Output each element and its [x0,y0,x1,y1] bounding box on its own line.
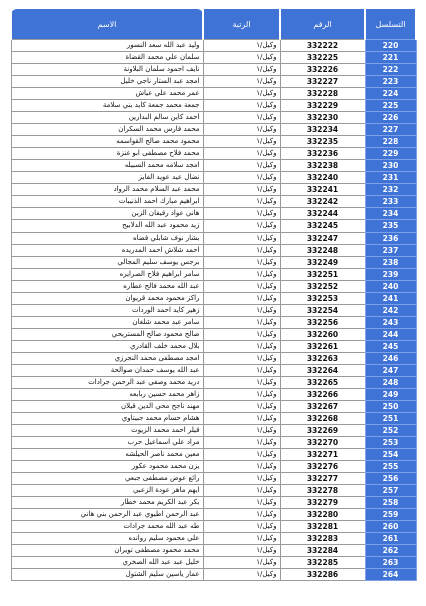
id-cell: 332226 [280,64,365,76]
serial-cell: 220 [365,40,416,52]
name-cell: احمد كاين سالم البدارين [11,112,203,124]
table-row [11,280,416,292]
serial-cell: 251 [365,412,416,424]
serial-cell: 235 [365,220,416,232]
rank-cell: وكيل/١ [203,485,280,497]
serial-cell: 237 [365,244,416,256]
rank-cell: وكيل/١ [203,340,280,352]
rank-cell: وكيل/١ [203,256,280,268]
id-cell: 332227 [280,76,365,88]
serial-cell: 249 [365,388,416,400]
id-cell: 332252 [280,280,365,292]
serial-cell: 236 [365,232,416,244]
id-cell: 332254 [280,304,365,316]
rank-cell: وكيل/١ [203,364,280,376]
id-cell: 332276 [280,461,365,473]
table-row [11,232,416,244]
serial-cell: 259 [365,509,416,521]
table-row [11,136,416,148]
id-cell: 332278 [280,485,365,497]
rank-cell: وكيل/١ [203,208,280,220]
header-name: الاسم [11,9,203,40]
id-cell: 332229 [280,100,365,112]
id-cell: 332230 [280,112,365,124]
id-cell: 332234 [280,124,365,136]
table-body [11,40,416,581]
id-cell: 332261 [280,340,365,352]
personnel-table [10,9,417,581]
serial-cell: 256 [365,473,416,485]
id-cell: 332247 [280,232,365,244]
table-row [11,328,416,340]
rank-cell: وكيل/١ [203,292,280,304]
id-cell: 332266 [280,388,365,400]
id-cell: 332260 [280,328,365,340]
id-cell: 332240 [280,172,365,184]
serial-cell: 227 [365,124,416,136]
name-cell: بشار نوف شابلي قضاه [11,232,203,244]
id-cell: 332269 [280,425,365,437]
table-row [11,184,416,196]
serial-cell: 228 [365,136,416,148]
id-cell: 332284 [280,545,365,557]
serial-cell: 234 [365,208,416,220]
name-cell: عمار ياسين سليم الشتول [11,569,203,581]
name-cell: رائع عوض مصطفى جبعي [11,473,203,485]
table-row [11,292,416,304]
serial-cell: 243 [365,316,416,328]
rank-cell: وكيل/١ [203,533,280,545]
name-cell: وليد عبد الله سعد النسور [11,40,203,52]
name-cell: قيلر احمد محمد الزيوت [11,425,203,437]
rank-cell: وكيل/١ [203,400,280,412]
rank-cell: وكيل/١ [203,148,280,160]
table-row [11,52,416,64]
id-cell: 332277 [280,473,365,485]
rank-cell: وكيل/١ [203,328,280,340]
table-row [11,148,416,160]
table-row [11,40,416,52]
rank-cell: وكيل/١ [203,112,280,124]
serial-cell: 225 [365,100,416,112]
name-cell: برجس يوسف سليم المجالي [11,256,203,268]
id-cell: 332285 [280,557,365,569]
id-cell: 332286 [280,569,365,581]
table-row [11,316,416,328]
serial-cell: 239 [365,268,416,280]
table-row [11,521,416,533]
name-cell: دريد محمد وصفي عبد الرحمن جرادات [11,376,203,388]
rank-cell: وكيل/١ [203,545,280,557]
table-row [11,557,416,569]
rank-cell: وكيل/١ [203,509,280,521]
table-row [11,425,416,437]
id-cell: 332236 [280,148,365,160]
name-cell: احمد شلاش احمد المدريده [11,244,203,256]
table-row [11,497,416,509]
rank-cell: وكيل/١ [203,40,280,52]
name-cell: زاهر محمد حسين ربابعه [11,388,203,400]
serial-cell: 247 [365,364,416,376]
rank-cell: وكيل/١ [203,268,280,280]
table-row [11,533,416,545]
table-row [11,244,416,256]
table-row [11,461,416,473]
name-cell: محمد فارس محمد السكران [11,124,203,136]
serial-cell: 231 [365,172,416,184]
id-cell: 332241 [280,184,365,196]
id-cell: 332242 [280,196,365,208]
serial-cell: 248 [365,376,416,388]
serial-cell: 264 [365,569,416,581]
table-row [11,509,416,521]
name-cell: نايف احمود سلمان البلاونة [11,64,203,76]
table-row [11,352,416,364]
table-row [11,340,416,352]
serial-cell: 230 [365,160,416,172]
table-row [11,376,416,388]
id-cell: 332280 [280,509,365,521]
rank-cell: وكيل/١ [203,136,280,148]
rank-cell: وكيل/١ [203,64,280,76]
serial-cell: 221 [365,52,416,64]
name-cell: علي محمود سليم روانده [11,533,203,545]
rank-cell: وكيل/١ [203,449,280,461]
serial-cell: 258 [365,497,416,509]
name-cell: امجد سلامه محمد السبيله [11,160,203,172]
table-header-row [11,9,416,40]
serial-cell: 241 [365,292,416,304]
rank-cell: وكيل/١ [203,100,280,112]
id-cell: 332222 [280,40,365,52]
name-cell: ابراهيم مبارك احمد الذنيبات [11,196,203,208]
name-cell: خليل عبد عبد الله الصخري [11,557,203,569]
id-cell: 332265 [280,376,365,388]
table-row [11,88,416,100]
rank-cell: وكيل/١ [203,76,280,88]
rank-cell: وكيل/١ [203,52,280,64]
name-cell: بكر عبد الكريم محمد خطار [11,497,203,509]
serial-cell: 254 [365,449,416,461]
name-cell: زيد محمود عبد الله الدلابيح [11,220,203,232]
id-cell: 332249 [280,256,365,268]
rank-cell: وكيل/١ [203,521,280,533]
id-cell: 332270 [280,437,365,449]
table-row [11,304,416,316]
table-row [11,64,416,76]
table-row [11,160,416,172]
serial-cell: 223 [365,76,416,88]
serial-cell: 255 [365,461,416,473]
id-cell: 332225 [280,52,365,64]
rank-cell: وكيل/١ [203,244,280,256]
serial-cell: 246 [365,352,416,364]
rank-cell: وكيل/١ [203,232,280,244]
rank-cell: وكيل/١ [203,184,280,196]
header-id: الرقم [280,9,365,40]
table-row [11,208,416,220]
name-cell: سامر عبد محمد شلغان [11,316,203,328]
table-row [11,100,416,112]
rank-cell: وكيل/١ [203,473,280,485]
rank-cell: وكيل/١ [203,388,280,400]
id-cell: 332281 [280,521,365,533]
rank-cell: وكيل/١ [203,88,280,100]
table-row [11,400,416,412]
serial-cell: 244 [365,328,416,340]
name-cell: سامر ابراهيم فلاح الصرايره [11,268,203,280]
table-row [11,485,416,497]
name-cell: محمد محمود مصطفى تويران [11,545,203,557]
rank-cell: وكيل/١ [203,124,280,136]
serial-cell: 229 [365,148,416,160]
serial-cell: 253 [365,437,416,449]
name-cell: عمر محمد علي عياش [11,88,203,100]
serial-cell: 238 [365,256,416,268]
name-cell: مهند ناجح محي الدين قيلان [11,400,203,412]
name-cell: صالح محمود صالح المستريحي [11,328,203,340]
id-cell: 332264 [280,364,365,376]
id-cell: 332253 [280,292,365,304]
serial-cell: 240 [365,280,416,292]
id-cell: 332245 [280,220,365,232]
rank-cell: وكيل/١ [203,280,280,292]
id-cell: 332244 [280,208,365,220]
header-rank: الرتبة [203,9,280,40]
rank-cell: وكيل/١ [203,316,280,328]
table-row [11,220,416,232]
id-cell: 332238 [280,160,365,172]
id-cell: 332271 [280,449,365,461]
id-cell: 332283 [280,533,365,545]
name-cell: عبد الله يوسف حمدان صوالحة [11,364,203,376]
rank-cell: وكيل/١ [203,304,280,316]
name-cell: عبد الرحمن اطيوي عبد الرحمن بني هاني [11,509,203,521]
name-cell: سلمان علي محمد القضاة [11,52,203,64]
rank-cell: وكيل/١ [203,160,280,172]
name-cell: مراد علي اسماعيل حرب [11,437,203,449]
name-cell: نضال عيد عويد الفايز [11,172,203,184]
table-row [11,412,416,424]
serial-cell: 226 [365,112,416,124]
rank-cell: وكيل/١ [203,352,280,364]
rank-cell: وكيل/١ [203,497,280,509]
rank-cell: وكيل/١ [203,196,280,208]
serial-cell: 257 [365,485,416,497]
serial-cell: 261 [365,533,416,545]
id-cell: 332235 [280,136,365,148]
rank-cell: وكيل/١ [203,376,280,388]
name-cell: راكز محمود محمد قريوان [11,292,203,304]
id-cell: 332268 [280,412,365,424]
serial-cell: 222 [365,64,416,76]
name-cell: هاني عواد رفيفان الزبن [11,208,203,220]
name-cell: محمد فلاح مصطفى ابو غنزة [11,148,203,160]
table-row [11,449,416,461]
document-page [10,9,415,581]
name-cell: معين محمد ناصر الحيلشه [11,449,203,461]
table-row [11,437,416,449]
name-cell: طه عبد الله محمد جرادات [11,521,203,533]
table-row [11,545,416,557]
rank-cell: وكيل/١ [203,437,280,449]
rank-cell: وكيل/١ [203,220,280,232]
id-cell: 332279 [280,497,365,509]
table-row [11,473,416,485]
table-row [11,256,416,268]
serial-cell: 250 [365,400,416,412]
name-cell: يزن محمد محمود عكور [11,461,203,473]
rank-cell: وكيل/١ [203,425,280,437]
rank-cell: وكيل/١ [203,172,280,184]
name-cell: جمعة محمد جمعة كايد بني سلامة [11,100,203,112]
table-row [11,76,416,88]
name-cell: عبد الله محمد فالح عطاره [11,280,203,292]
name-cell: زهير كايد احمد الوردات [11,304,203,316]
serial-cell: 242 [365,304,416,316]
name-cell: محمود محمد صالح القواسمه [11,136,203,148]
name-cell: هشام حسام محمد جبيتاوي [11,412,203,424]
id-cell: 332251 [280,268,365,280]
rank-cell: وكيل/١ [203,557,280,569]
id-cell: 332248 [280,244,365,256]
serial-cell: 233 [365,196,416,208]
name-cell: امجد مصطفى محمد النجرزي [11,352,203,364]
serial-cell: 252 [365,425,416,437]
rank-cell: وكيل/١ [203,412,280,424]
serial-cell: 260 [365,521,416,533]
table-row [11,388,416,400]
name-cell: بلال محمد خلف القادري [11,340,203,352]
rank-cell: وكيل/١ [203,461,280,473]
serial-cell: 262 [365,545,416,557]
table-row [11,268,416,280]
serial-cell: 245 [365,340,416,352]
id-cell: 332228 [280,88,365,100]
table-row [11,172,416,184]
header-serial: التسلسل [365,9,416,40]
table-row [11,196,416,208]
id-cell: 332267 [280,400,365,412]
table-row [11,124,416,136]
table-row [11,569,416,581]
name-cell: ايهم ماهر عودة الزعبي [11,485,203,497]
serial-cell: 224 [365,88,416,100]
id-cell: 332263 [280,352,365,364]
name-cell: محمد عبد السلام محمد الرواد [11,184,203,196]
serial-cell: 232 [365,184,416,196]
table-row [11,112,416,124]
name-cell: امجد عبد الستار ناجي خليل [11,76,203,88]
table-row [11,364,416,376]
id-cell: 332256 [280,316,365,328]
serial-cell: 263 [365,557,416,569]
rank-cell: وكيل/١ [203,569,280,581]
